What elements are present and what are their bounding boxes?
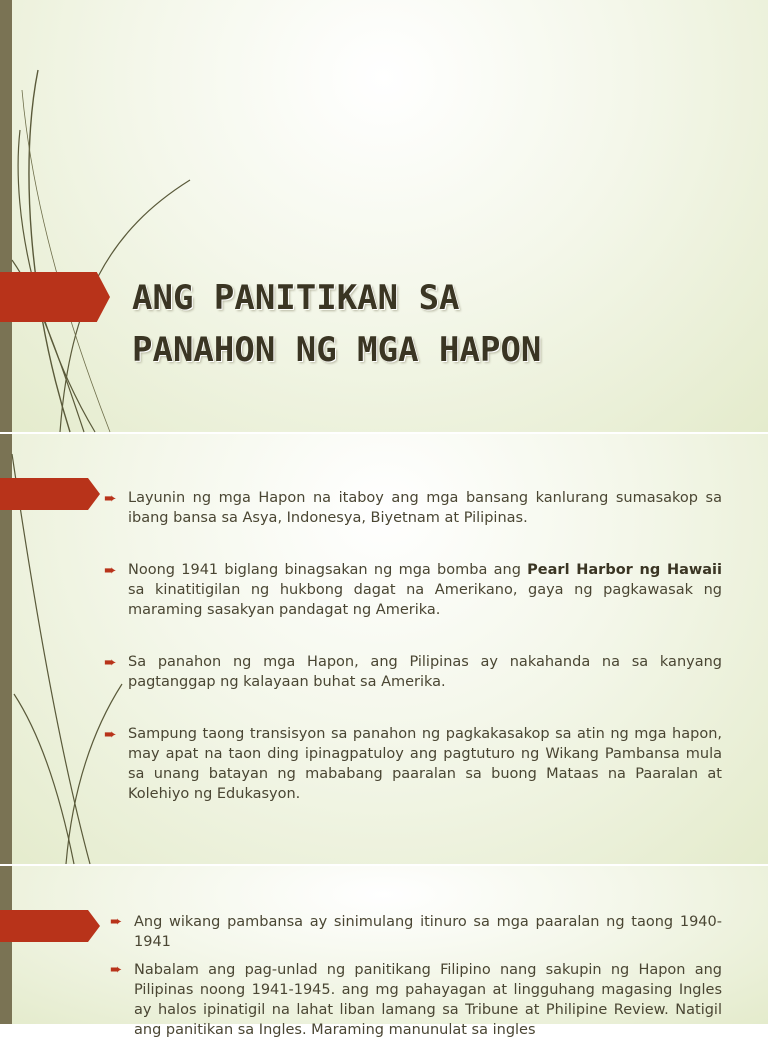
list-item: [110, 912, 722, 952]
list-item: [104, 724, 722, 804]
arrow-bullet-icon: ➨: [104, 725, 117, 743]
content-arrow-tab: [0, 478, 100, 510]
bullet-text: Nabalam ang pag-unlad ng panitikang Filipino nang sakupin ng Hapon ang Pilipinas noong 1941-1945. ang mg pahayagan at lingguhang magasing Ingles ay halos ipinatigil na lahat liban lamang sa Tribune at Philipine Review. Natigil ang panitikan sa Ingles. Maraming manunulat sa ingles: [134, 962, 722, 1038]
bullet-text-post: sa kinatitigilan ng hukbong dagat na Amerikano, gaya ng pagkawasak ng maraming sasakyan pandagat ng Amerika.: [128, 582, 722, 618]
bullet-text: Sa panahon ng mga Hapon, ang Pilipinas ay nakahanda na sa kanyang pagtanggap ng kalayaan buhat sa Amerika.: [128, 654, 722, 690]
slide-sidebar: [0, 866, 12, 1024]
slide-title: [0, 0, 768, 432]
title-arrow-tab: [0, 272, 110, 322]
bullet-text-pre: Noong 1941 biglang binagsakan ng mga bomba ang: [128, 562, 528, 578]
arrow-bullet-icon: ➨: [104, 653, 117, 671]
bullet-text: Sampung taong transisyon sa panahon ng pagkakasakop sa atin ng mga hapon, may apat na taon ding ipinagpatuloy ang pagtuturo ng Wikang Pambansa mula sa unang batayan ng mababang paaralan sa buong Mataas na Paaralan at Kolehiyo ng Edukasyon.: [128, 726, 722, 802]
bullet-list: [104, 488, 722, 836]
list-item: [104, 488, 722, 528]
bullet-text: Layunin ng mga Hapon na itaboy ang mga bansang kanlurang sumasakop sa ibang bansa sa Asya, Indonesya, Biyetnam at Pilipinas.: [128, 490, 722, 526]
bullet-text-bold: Pearl Harbor ng Hawaii: [527, 562, 722, 578]
arrow-bullet-icon: ➨: [110, 914, 123, 930]
arrow-bullet-icon: ➨: [104, 489, 117, 507]
slide-content-2: [0, 866, 768, 1038]
bullet-text: Ang wikang pambansa ay sinimulang itinuro sa mga paaralan ng taong 1940-1941: [134, 914, 722, 950]
list-item: [104, 652, 722, 692]
bullet-list: [110, 912, 722, 1048]
content-arrow-tab: [0, 910, 100, 942]
list-item: [104, 560, 722, 620]
slide-title-heading: [132, 272, 732, 376]
slide-content-1: [0, 434, 768, 864]
arrow-bullet-icon: ➨: [104, 561, 117, 579]
title-line-1: ANG PANITIKAN SA: [132, 278, 460, 318]
title-line-2: PANAHON NG MGA HAPON: [132, 330, 542, 370]
arrow-bullet-icon: ➨: [110, 962, 123, 978]
list-item: [110, 960, 722, 1040]
